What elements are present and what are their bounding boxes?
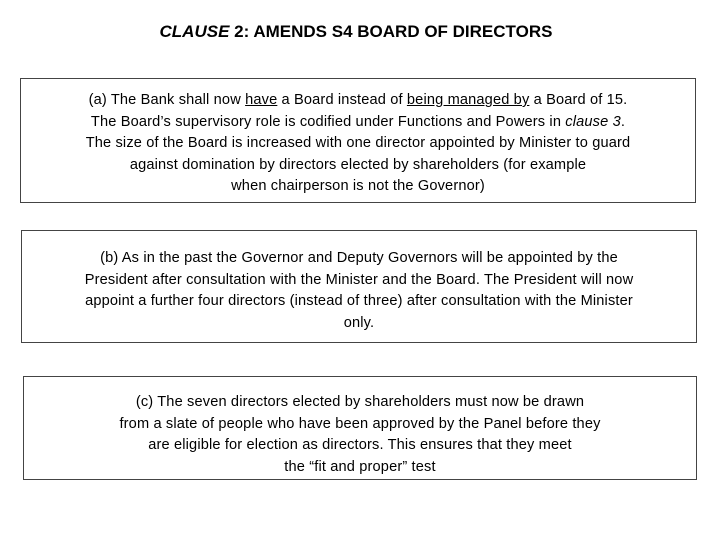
title-rest: 2: AMENDS S4 BOARD OF DIRECTORS — [229, 22, 553, 41]
clause-a-text: a Board instead of — [277, 92, 407, 108]
title-prefix: CLAUSE — [159, 22, 230, 41]
clause-a-underlined-managed: being managed by — [406, 92, 530, 108]
clause-c-line-4: the “fit and proper” test — [284, 458, 436, 475]
clause-c-line-3: are eligible for election as directors. This ensures that they meet — [148, 437, 572, 453]
clause-a-text: The Board’s supervisory role is codified under Functions and Powers in — [90, 113, 566, 130]
clause-b-line-2: President after consultation with the Minister and the Board. The President will now — [84, 271, 634, 288]
clause-b-box — [21, 230, 697, 343]
clause-b-line-1: (b) As in the past the Governor and Deputy Governors will be appointed by the — [100, 250, 618, 266]
clause-a-italic-ref: clause 3 — [565, 113, 621, 130]
clause-a-line-4: against domination by directors elected by shareholders (for example — [129, 156, 587, 173]
clause-a-box — [20, 78, 696, 203]
clause-a-line-2 — [21, 112, 695, 134]
clause-b-line-3: appoint a further four directors (instead of three) after consultation with the Minister — [85, 293, 633, 309]
clause-c-box — [23, 376, 697, 480]
clause-a-underlined-have: have — [245, 92, 278, 108]
clause-a-line-5: when chairperson is not the Governor) — [231, 178, 485, 194]
clause-a-text: . — [620, 113, 626, 130]
clause-a-line-1 — [21, 90, 695, 112]
clause-a-text: a Board of 15. — [529, 92, 628, 108]
clause-b-line-4: only. — [343, 314, 375, 331]
clause-c-line-1: (c) The seven directors elected by shareholders must now be drawn — [135, 394, 585, 410]
clause-c-line-2: from a slate of people who have been approved by the Panel before they — [119, 415, 601, 432]
slide-title — [0, 22, 716, 42]
clause-a-text: (a) The Bank shall now — [88, 92, 246, 108]
clause-a-line-3: The size of the Board is increased with one director appointed by Minister to guard — [85, 135, 631, 151]
